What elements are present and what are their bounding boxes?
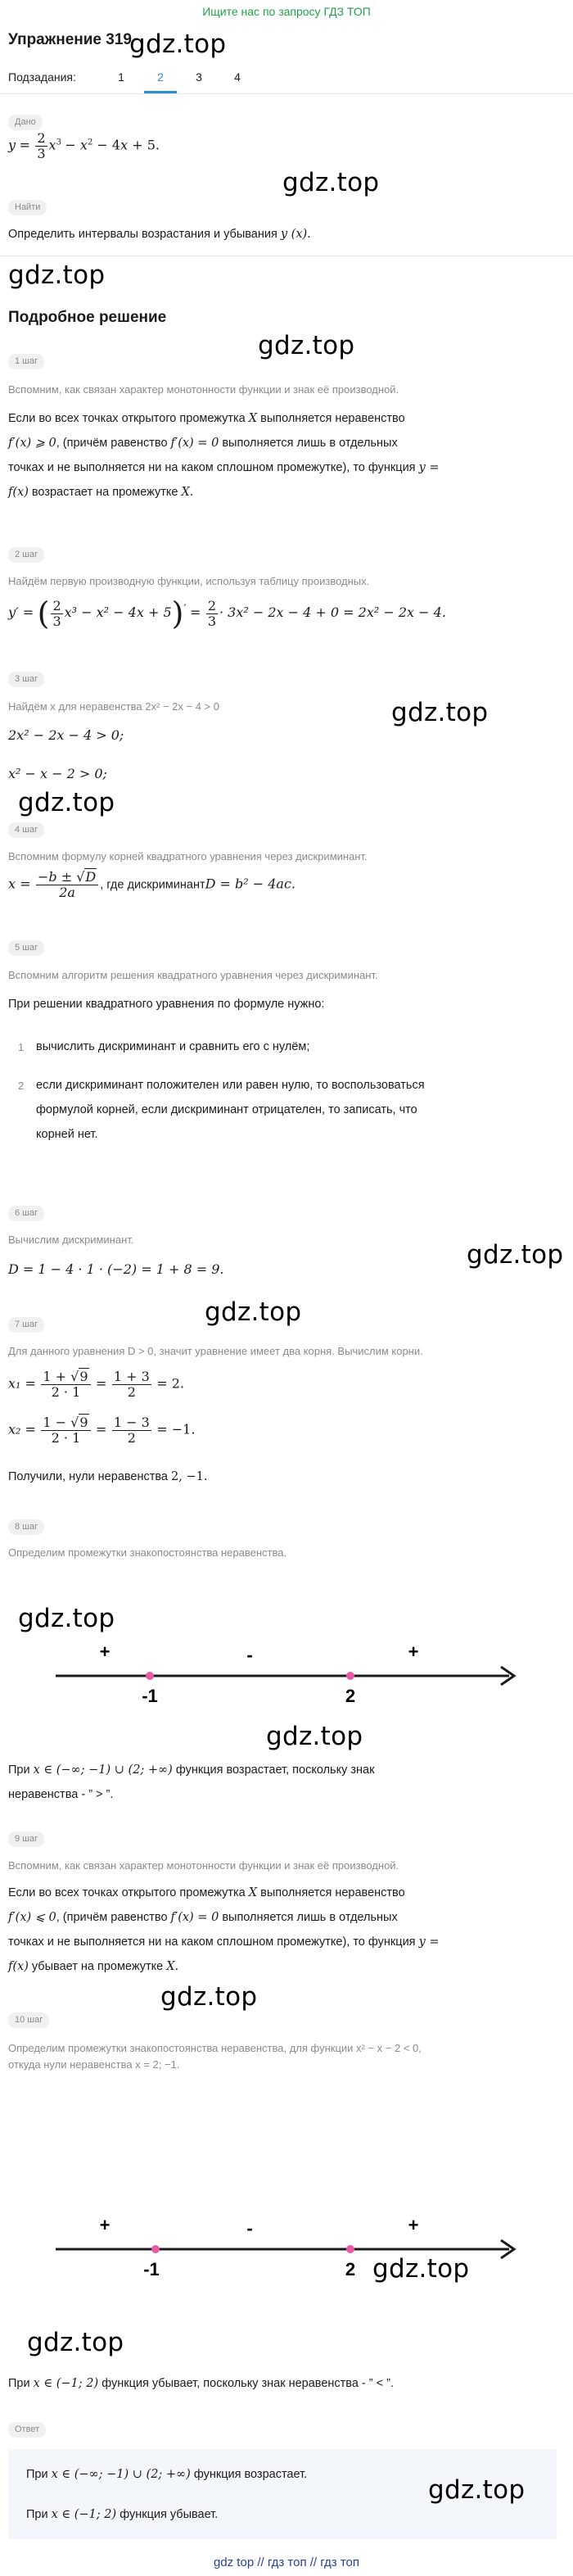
step-5-tag: 5 шаг [8,940,44,956]
sign-label: - [246,1645,253,1665]
subtasks-label: Подзадания: [8,70,76,84]
answer-line-2: При x ∈ (−1; 2) функция убывает. [26,2508,219,2521]
step-9-line-2: f′(x) ⩽ 0, (причём равенство f′(x) = 0 выполняется лишь в отдельных [8,1911,398,1924]
step-3-note: Найдём x для неравенства 2x² − 2x − 4 > 0 [8,700,219,713]
step-6-discriminant: D = 1 − 4 · 1 · (−2) = 1 + 8 = 9. [8,1261,224,1277]
point-marker [346,1672,354,1680]
watermark: gdz.top [258,331,355,360]
page-title: Упражнение 319 [8,31,132,48]
list-number: 1 [18,1041,25,1053]
tab-subtask-4[interactable]: 4 [234,70,241,84]
point-label: -1 [143,2259,160,2279]
tab-subtask-3[interactable]: 3 [196,70,202,84]
solution-title: Подробное решение [8,309,167,326]
step-7-root-2: x₂ = $\frac{1 - √9}{2 \cdot 1}$ = $\frac{1 - 3}{2}$ = −1. [8,1415,196,1446]
step-3-inequality-2: x² − x − 2 > 0; [8,766,107,781]
watermark: gdz.top [129,29,227,59]
step-4-tag: 4 шаг [8,822,44,838]
step-4-formula: x = $\frac{-b \pm √D}{2a}$ , где дискриминантD = b² − 4ac. [8,869,296,900]
given-tag: Дано [8,115,43,130]
watermark: gdz.top [372,2254,470,2284]
given-equation: y = $\frac{2}{3}$ $x^3 - x^2 - 4x + 5$. [8,130,160,161]
step-3-tag: 3 шаг [8,672,44,687]
step-5-item-2-line-2: формулой корней, если дискриминант отрицателен, то записать, что [36,1103,417,1116]
step-7-tag: 7 шаг [8,1317,44,1333]
step-1-line-2: f′(x) ⩾ 0, (причём равенство f′(x) = 0 выполняется лишь в отдельных [8,437,398,450]
watermark: gdz.top [160,1982,258,2012]
list-number: 2 [18,1080,25,1092]
tab-subtask-1[interactable]: 1 [118,70,124,84]
sign-label: + [408,2215,419,2235]
step-5-item-1: вычислить дискриминант и сравнить его с нулём; [36,1040,310,1053]
step-8-conclusion-line-1: При x ∈ (−∞; −1) ∪ (2; +∞) функция возрастает, поскольку знак [8,1763,375,1777]
find-text: Определить интервалы возрастания и убывания y (x). [8,228,311,241]
step-9-note: Вспомним, как связан характер монотонности функции и знак её производной. [8,1859,399,1872]
number-line-decreasing [0,2212,573,2285]
step-9-line-1: Если во всех точках открытого промежутка X выполняется неравенство [8,1886,405,1899]
point-marker [151,2245,160,2253]
watermark: gdz.top [282,168,380,197]
step-4-note: Вспомним формулу корней квадратного уравнения через дискриминант. [8,850,368,862]
footer-links[interactable]: gdz top // гдз топ // гдз топ [213,2556,360,2569]
answer-line-1: При x ∈ (−∞; −1) ∪ (2; +∞) функция возрастает. [26,2468,308,2481]
watermark: gdz.top [467,1240,564,1270]
step-7-result: Получили, нули неравенства 2, −1. [8,1470,208,1483]
step-9-line-4: f(x) убывает на промежутке X. [8,1960,179,1973]
step-8-conclusion-line-2: неравенства - ” > ”. [8,1788,114,1801]
step-6-tag: 6 шаг [8,1206,44,1221]
step-1-note: Вспомним, как связан характер монотонности функции и знак её производной. [8,383,399,396]
step-9-line-3: точках и не выполняется ни на каком сплошном промежутке), то функция y = [8,1935,440,1949]
step-10-tag: 10 шаг [8,2012,49,2028]
sign-label: - [246,2218,253,2239]
step-8-tag: 8 шаг [8,1519,44,1535]
step-10-note-line-2: откуда нули неравенства x = 2; −1. [8,2058,180,2071]
step-10-conclusion: При x ∈ (−1; 2) функция убывает, поскольку знак неравенства - ” < ”. [8,2377,394,2390]
watermark: gdz.top [391,698,489,727]
point-label: -1 [142,1686,158,1706]
step-6-note: Вычислим дискриминант. [8,1234,134,1246]
point-marker [146,1672,154,1680]
step-10-note-line-1: Определим промежутки знакопостоянства неравенства, для функции x² − x − 2 < 0, [8,2042,422,2054]
step-5-item-2-line-1: если дискриминант положителен или равен нулю, то воспользоваться [36,1079,425,1092]
step-9-tag: 9 шаг [8,1831,44,1847]
tab-subtask-2[interactable]: 2 [157,70,164,84]
step-2-tag: 2 шаг [8,547,44,563]
point-marker [346,2245,354,2253]
watermark: gdz.top [18,788,115,817]
watermark: gdz.top [27,2328,124,2357]
step-1-line-4: f(x) возрастает на промежутке X. [8,486,194,499]
sign-label: + [99,2215,111,2235]
step-5-item-2-line-3: корней нет. [36,1128,98,1141]
divider [0,93,573,94]
step-8-note: Определим промежутки знакопостоянства неравенства. [8,1546,287,1559]
step-1-line-3: точках и не выполняется ни на каком сплошном промежутке), то функция y = [8,461,440,474]
watermark: gdz.top [266,1722,363,1751]
step-5-intro: При решении квадратного уравнения по формуле нужно: [8,998,325,1011]
watermark: gdz.top [428,2475,526,2505]
number-line-increasing [0,1638,573,1712]
point-label: 2 [345,2259,356,2279]
search-hint-banner: Ищите нас по запросу ГДЗ ТОП [202,5,371,18]
watermark: gdz.top [8,260,106,290]
sign-label: + [408,1641,419,1662]
watermark: gdz.top [205,1297,302,1327]
answer-tag: Ответ [8,2422,46,2438]
step-1-tag: 1 шаг [8,354,44,369]
step-7-note: Для данного уравнения D > 0, значит уравнение имеет два корня. Вычислим корни. [8,1345,423,1357]
point-label: 2 [345,1686,356,1706]
sign-label: + [99,1641,111,1662]
step-3-inequality-1: 2x² − 2x − 4 > 0; [8,727,124,743]
watermark: gdz.top [18,1604,115,1633]
find-tag: Найти [8,200,47,215]
step-7-root-1: x₁ = $\frac{1 + √9}{2 \cdot 1}$ = $\frac{1 + 3}{2}$ = 2. [8,1369,185,1400]
step-1-line-1: Если во всех точках открытого промежутка X выполняется неравенство [8,412,405,425]
step-2-derivative: y′ = ( $\frac{2}{3}$ x³ − x² − 4x + 5)′ = $\frac{2}{3}$ · 3x² − 2x − 4 + 0 = 2x² − 2x − 4. [8,595,446,632]
step-2-note: Найдём первую производную функции, используя таблицу производных. [8,575,370,587]
step-5-note: Вспомним алгоритм решения квадратного уравнения через дискриминант. [8,969,378,981]
